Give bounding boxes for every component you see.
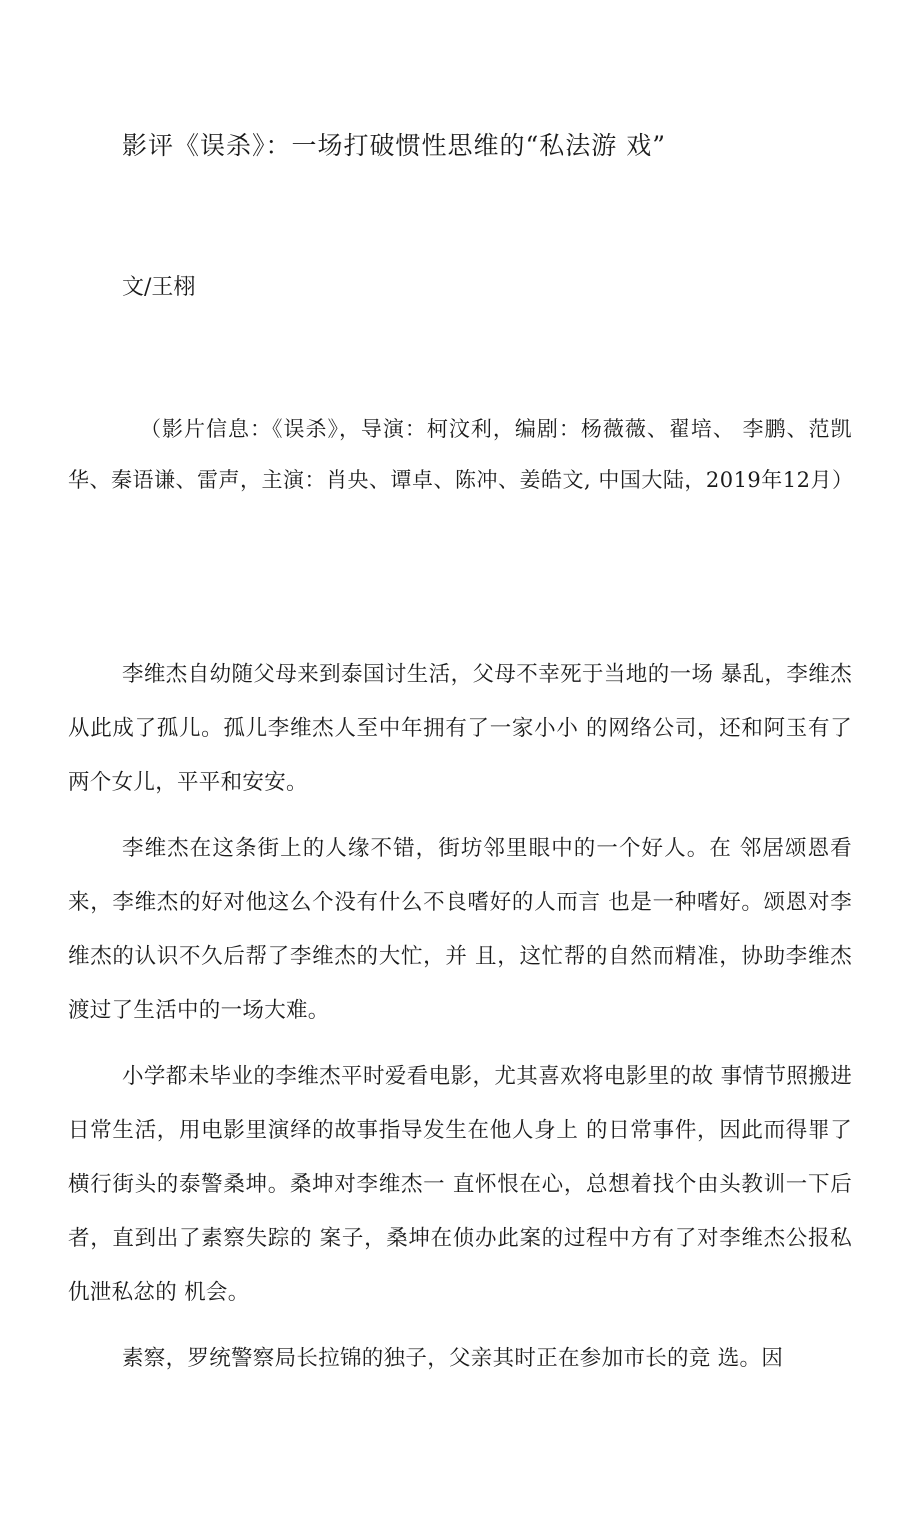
body-paragraph: 李维杰在这条街上的人缘不错，街坊邻里眼中的一个好人。在 邻居颂恩看来，李维杰的好对他这么个没有什么不良嗜好的人而言 也是一种嗜好。颂恩对李维杰的认识不久后帮了李维杰的大忙，并 且，这忙帮的自然而精准，协助李维杰渡过了生活中的一场大难。: [68, 836, 852, 1023]
article-title: 影评《误杀》：一场打破惯性思维的“私法游 戏”: [122, 131, 667, 160]
body-paragraph: 素察，罗统警察局长拉锦的独子，父亲其时正在参加市长的竞 选。因: [122, 1346, 784, 1371]
body-paragraph: 李维杰自幼随父母来到泰国讨生活，父母不幸死于当地的一场 暴乱，李维杰从此成了孤儿。孤儿李维杰人至中年拥有了一家小小 的网络公司，还和阿玉有了两个女儿，平平和安安。: [68, 662, 852, 795]
article-body: [68, 648, 852, 1398]
article-author: 文/王栩: [122, 275, 196, 300]
body-paragraph: 小学都未毕业的李维杰平时爱看电影，尤其喜欢将电影里的故 事情节照搬进日常生活，用电影里演绎的故事指导发生在他人身上 的日常事件，因此而得罪了横行街头的泰警桑坤。桑坤对李维杰一 直怀恨在心，总想着找个由头教训一下后者，直到出了素察失踪的 案子，桑坤在侦办此案的过程中方有了对李维杰公报私仇泄私忿的 机会。: [68, 1064, 852, 1305]
film-info-paragraph: （影片信息：《误杀》，导演：柯汶利，编剧：杨薇薇、翟培、 李鹏、范凯华、秦语谦、雷声，主演：肖央、谭卓、陈冲、姜皓文, 中国大陆，2019年12月）: [68, 417, 854, 492]
